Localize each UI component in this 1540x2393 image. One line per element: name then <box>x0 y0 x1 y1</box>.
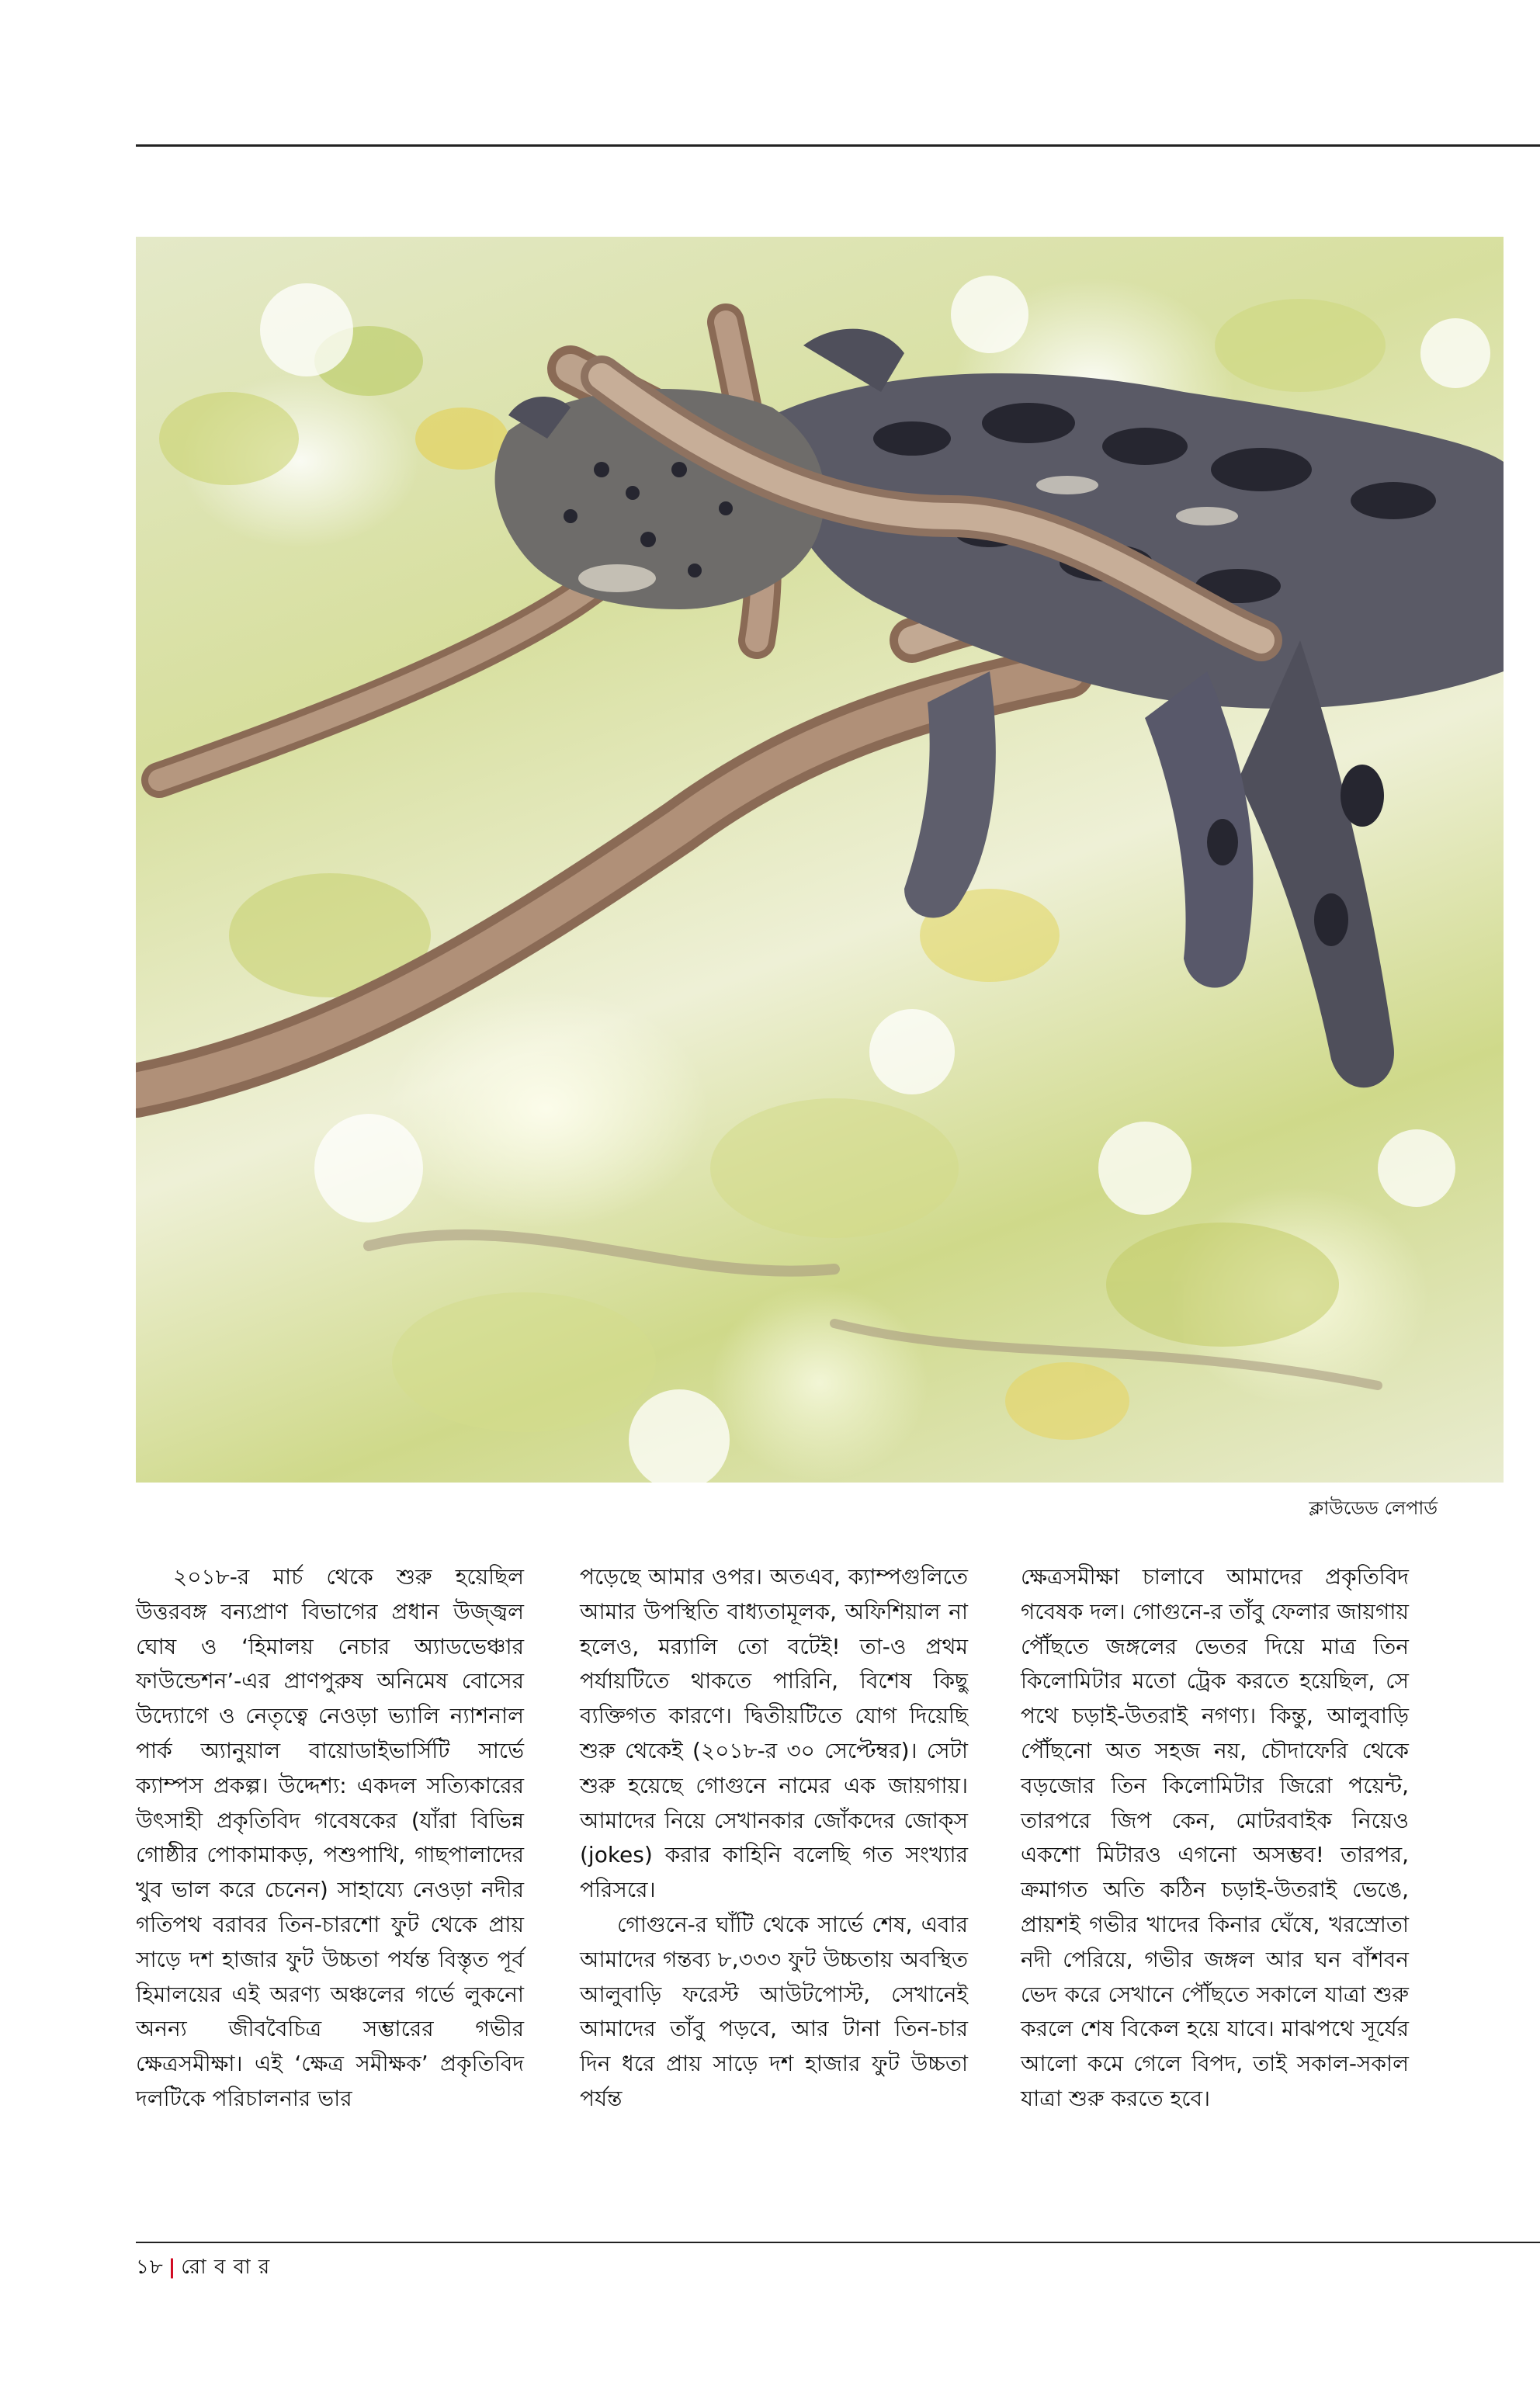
article-column-2 <box>580 1560 968 2117</box>
top-rule <box>136 144 1540 147</box>
paragraph: ২০১৮-র মার্চ থেকে শুরু হয়েছিল উত্তরবঙ্গ বন্যপ্রাণ বিভাগের প্রধান উজ্জ্বল ঘোষ ও ‘হিমালয় নেচার অ্যাডভেঞ্চার ফাউন্ডেশন’-এর প্রাণপুরুষ অনিমেষ বোসের উদ্যোগে ও নেতৃত্বে নেওড়া ভ্যালি ন্যাশনাল পার্ক অ্যানুয়াল বায়োডাইভার্সিটি সার্ভে ক্যাম্পস প্রকল্প। উদ্দেশ্য: একদল সত্যিকারের উৎসাহী প্রকৃতিবিদ গবেষকের (যাঁরা বিভিন্ন গোষ্ঠীর পোকামাকড়, পশুপাখি, গাছপালাদের খুব ভাল করে চেনেন) সাহায্যে নেওড়া নদীর গতিপথ বরাবর তিন-চারশো ফুট থেকে প্রায় সাড়ে দশ হাজার ফুট উচ্চতা পর্যন্ত বিস্তৃত পূর্ব হিমালয়ের এই অরণ্য অঞ্চলের গর্ভে লুকনো অনন্য জীববৈচিত্র সম্ভারের গভীর ক্ষেত্রসমীক্ষা। এই ‘ক্ষেত্র সমীক্ষক’ প্রকৃতিবিদ দলটিকে পরিচালনার ভার <box>136 1564 524 2111</box>
paragraph: ক্ষেত্রসমীক্ষা চালাবে আমাদের প্রকৃতিবিদ গবেষক দল। গোগুনে-র তাঁবু ফেলার জায়গায় পৌঁছতে জঙ্গলের ভেতর দিয়ে মাত্র তিন কিলোমিটার মতো ট্রেক করতে হয়েছিল, সে পথে চড়াই-উতরাই নগণ্য। কিন্তু, আলুবাড়ি পৌঁছনো অত সহজ নয়, চৌদাফেরি থেকে বড়জোর তিন কিলোমিটার জিরো পয়েন্ট, তারপরে জিপ কেন, মোটরবাইক নিয়েও একশো মিটারও এগনো অসম্ভব! তারপর, ক্রমাগত অতি কঠিন চড়াই-উতরাই ভেঙে, প্রায়শই গভীর খাদের কিনার ঘেঁষে, খরস্রোতা নদী পেরিয়ে, গভীর জঙ্গল আর ঘন বাঁশবন ভেদ করে সেখানে পৌঁছতে সকালে যাত্রা শুরু করলে শেষ বিকেল হয়ে যাবে। মাঝপথে সূর্যের আলো কমে গেলে বিপদ, তাই সকাল-সকাল যাত্রা শুরু করতে হবে। <box>1021 1564 1409 2111</box>
article-column-1 <box>136 1560 524 2117</box>
article-column-3 <box>1021 1560 1409 2117</box>
paragraph: পড়েছে আমার ওপর। অতএব, ক্যাম্পগুলিতে আমার উপস্থিতি বাধ্যতামূলক, অফিশিয়াল না হলেও, মর‌্যালি তো বটেই! তা-ও প্রথম পর্যায়টিতে থাকতে পারিনি, বিশেষ কিছু ব্যক্তিগত কারণে। দ্বিতীয়টিতে যোগ দিয়েছি শুরু থেকেই (২০১৮-র ৩০ সেপ্টেম্বর)। সেটা শুরু হয়েছে গোগুনে নামের এক জায়গায়। আমাদের নিয়ে সেখানকার জোঁকদের জোক্‌স (jokes) করার কাহিনি বলেছি গত সংখ্যার পরিসরে। <box>580 1564 968 1903</box>
magazine-name: রো ব বা র <box>181 2256 271 2279</box>
clouded-leopard-illustration <box>136 237 1504 1483</box>
page-number: ১৮ <box>136 2256 164 2279</box>
footer-separator: | <box>168 2256 177 2279</box>
clouded-leopard-photo <box>136 237 1504 1483</box>
page-footer <box>136 2251 270 2285</box>
photo-caption: ক্লাউডেড লেপার্ড <box>1309 1497 1438 1519</box>
bottom-rule <box>136 2242 1540 2243</box>
paragraph: গোগুনে-র ঘাঁটি থেকে সার্ভে শেষ, এবার আমাদের গন্তব্য ৮,৩৩৩ ফুট উচ্চতায় অবস্থিত আলুবাড়ি ফরেস্ট আউটপোস্ট, সেখানেই আমাদের তাঁবু পড়বে, আর টানা তিন-চার দিন ধরে প্রায় সাড়ে দশ হাজার ফুট উচ্চতা পর্যন্ত <box>580 1911 968 2111</box>
